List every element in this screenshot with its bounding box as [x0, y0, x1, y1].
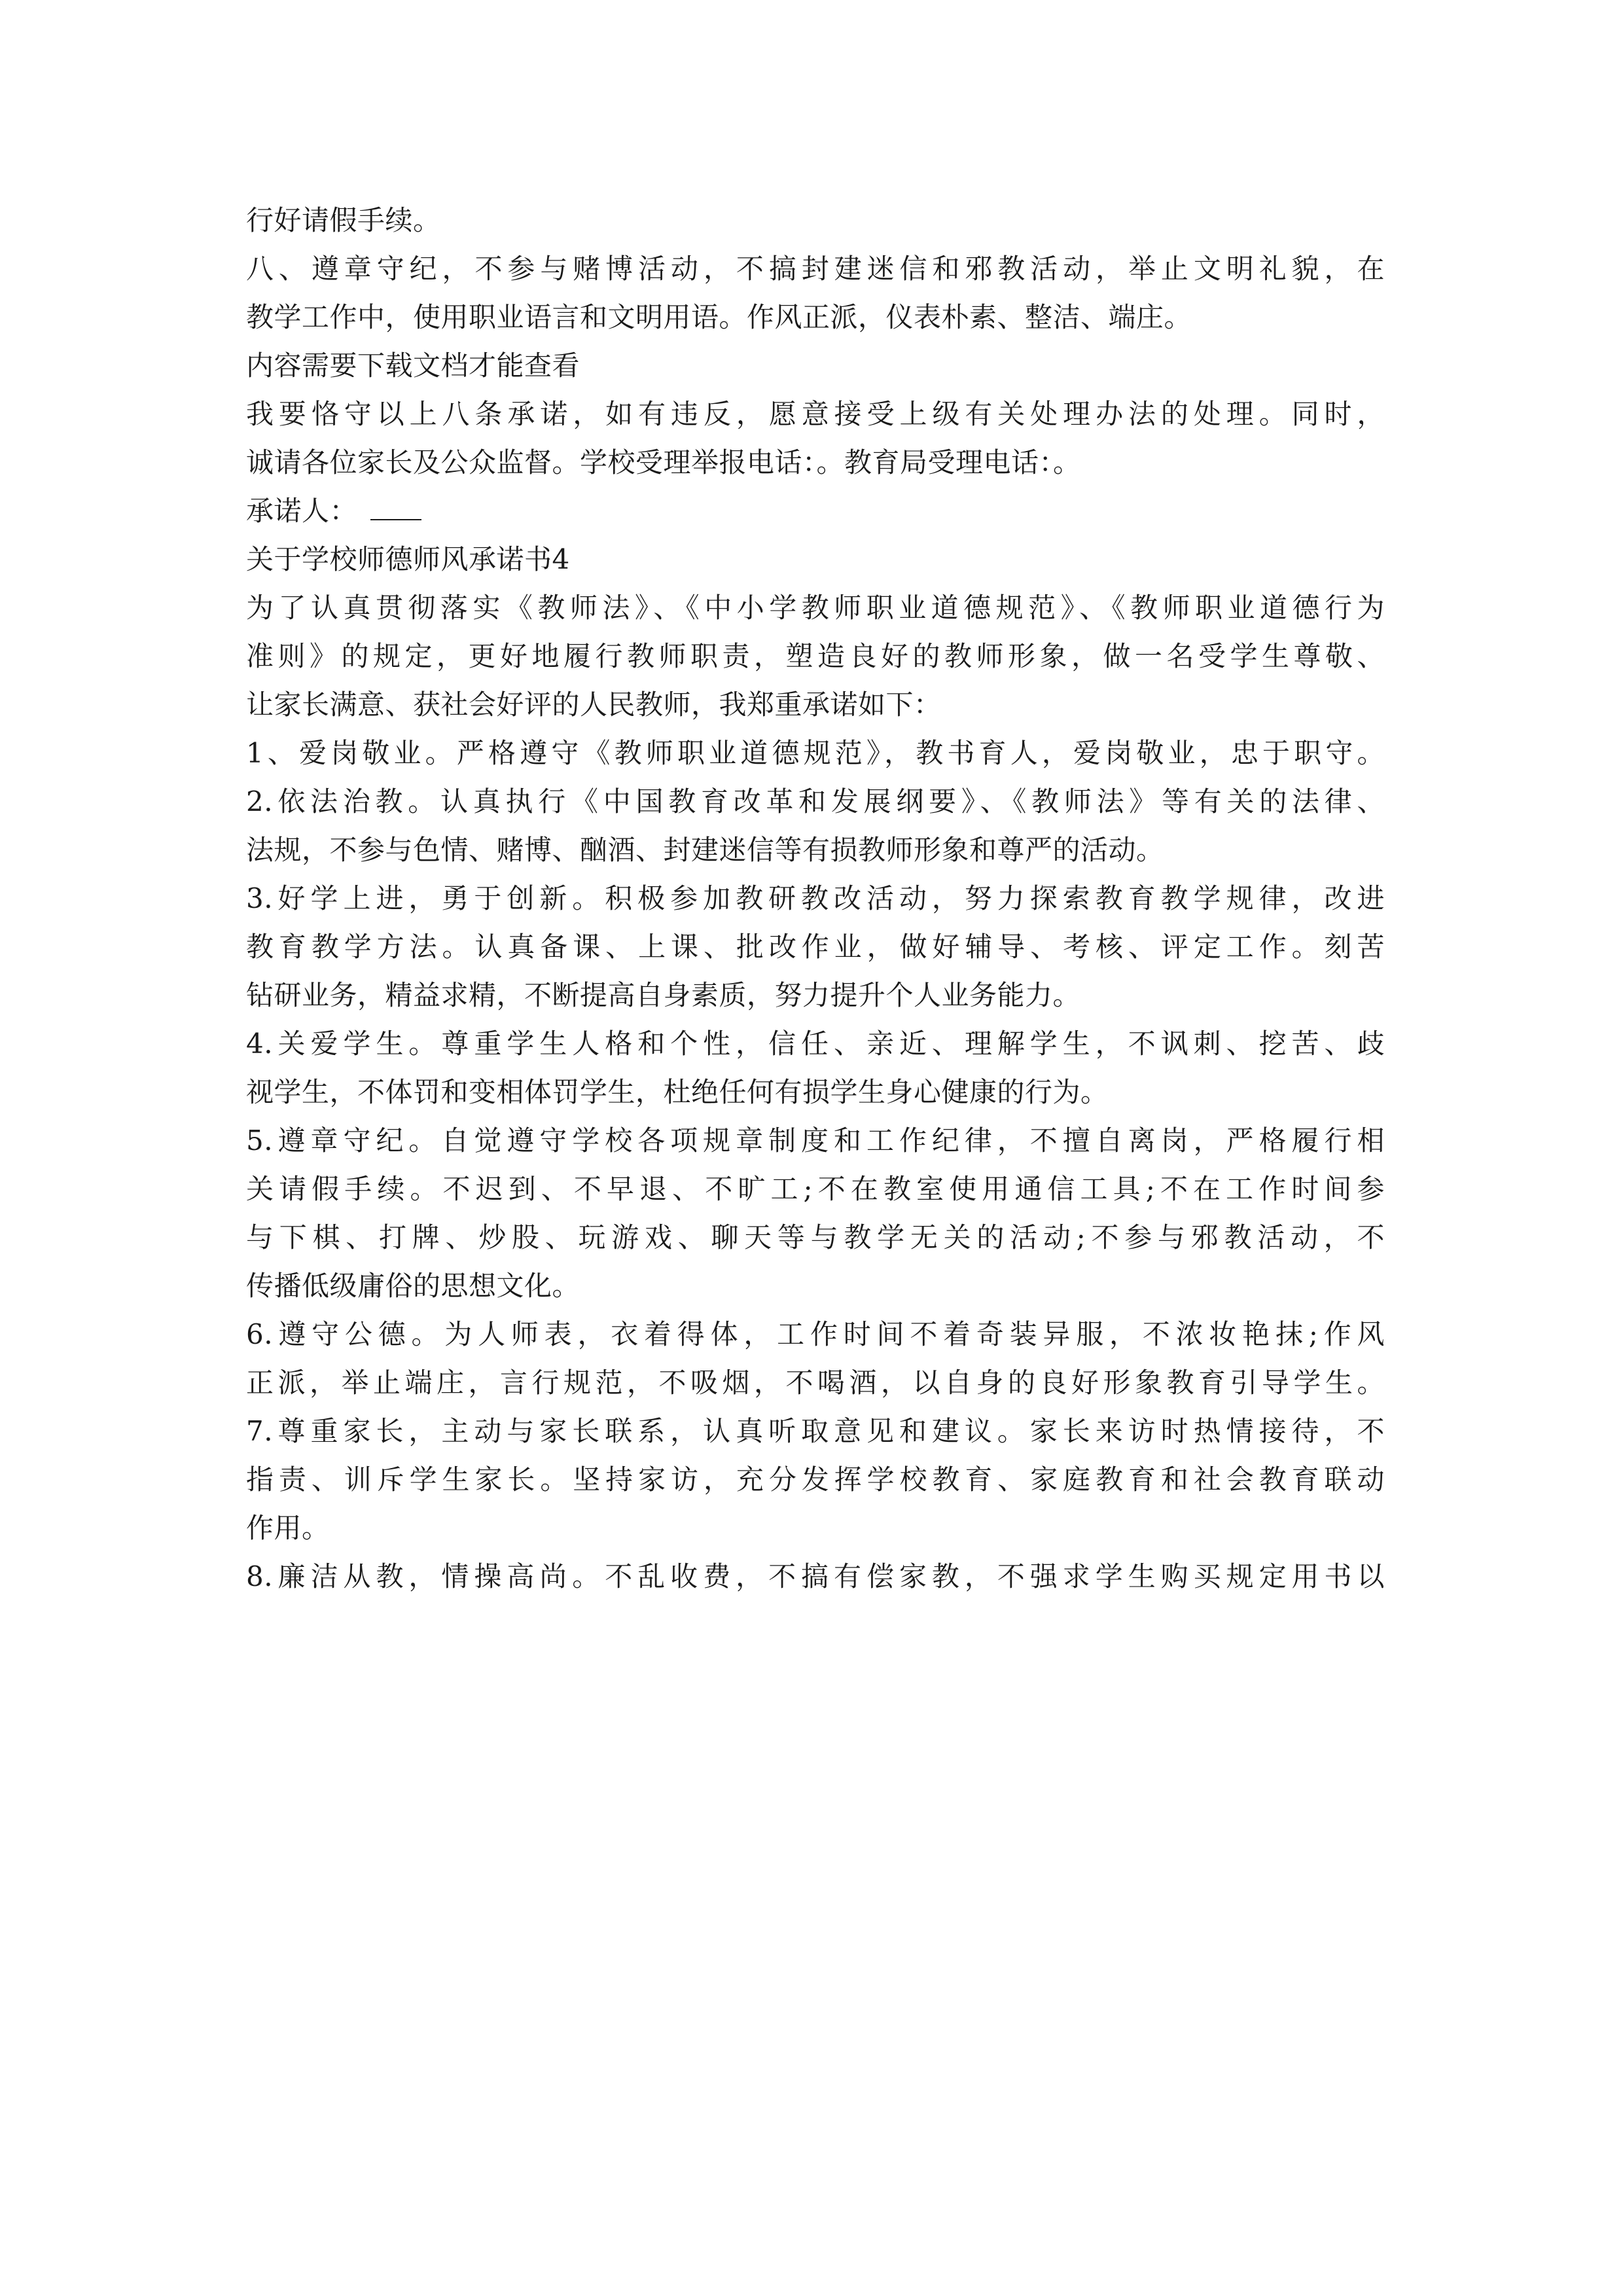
text-line: 为了认真贯彻落实《教师法》、《中小学教师职业道德规范》、《教师职业道德行为 — [246, 592, 1385, 624]
signature-blank — [370, 499, 421, 520]
text-line: 作用。 — [246, 1512, 330, 1544]
text-line: 准则》的规定，更好地履行教师职责，塑造良好的教师形象，做一名受学生尊敬、 — [246, 640, 1385, 672]
text-line: 八、遵章守纪，不参与赌博活动，不搞封建迷信和邪教活动，举止文明礼貌，在 — [246, 253, 1385, 285]
text-line: 与下棋、打牌、炒股、玩游戏、聊天等与教学无关的活动;不参与邪教活动，不 — [246, 1221, 1385, 1253]
text-line: 传播低级庸俗的思想文化。 — [246, 1270, 580, 1302]
text-line: 让家长满意、获社会好评的人民教师，我郑重承诺如下： — [246, 689, 942, 721]
text-line: 关请假手续。不迟到、不早退、不旷工;不在教室使用通信工具;不在工作时间参 — [246, 1173, 1385, 1205]
text-line: 5.遵章守纪。自觉遵守学校各项规章制度和工作纪律，不擅自离岗，严格履行相 — [246, 1124, 1385, 1157]
text-line: 6.遵守公德。为人师表，衣着得体，工作时间不着奇装异服，不浓妆艳抹;作风 — [246, 1318, 1385, 1350]
text-line: 3.好学上进，勇于创新。积极参加教研教改活动，努力探索教育教学规律，改进 — [246, 882, 1385, 914]
text-line: 7.尊重家长，主动与家长联系，认真听取意见和建议。家长来访时热情接待，不 — [246, 1415, 1385, 1447]
text-line: 指责、训斥学生家长。坚持家访，充分发挥学校教育、家庭教育和社会教育联动 — [246, 1463, 1385, 1496]
text-line: 内容需要下载文档才能查看 — [246, 350, 580, 382]
text-line: 教学工作中，使用职业语言和文明用语。作风正派，仪表朴素、整洁、端庄。 — [246, 301, 1192, 333]
text-line: 教育教学方法。认真备课、上课、批改作业，做好辅导、考核、评定工作。刻苦 — [246, 931, 1385, 963]
text-line: 我要恪守以上八条承诺，如有违反，愿意接受上级有关处理办法的处理。同时， — [246, 398, 1385, 430]
section-heading: 关于学校师德师风承诺书4 — [246, 543, 570, 575]
text-line: 1、爱岗敬业。严格遵守《教师职业道德规范》，教书育人，爱岗敬业，忠于职守。 — [246, 737, 1385, 769]
text-line: 8.廉洁从教，情操高尚。不乱收费，不搞有偿家教，不强求学生购买规定用书以 — [246, 1560, 1385, 1592]
document-body — [246, 196, 1385, 1601]
text-line: 2.依法治教。认真执行《中国教育改革和发展纲要》、《教师法》等有关的法律、 — [246, 785, 1385, 817]
text-line: 诚请各位家长及公众监督。学校受理举报电话：。教育局受理电话：。 — [246, 446, 1081, 478]
text-line: 钻研业务，精益求精，不断提高自身素质，努力提升个人业务能力。 — [246, 979, 1081, 1011]
text-line: 视学生，不体罚和变相体罚学生，杜绝任何有损学生身心健康的行为。 — [246, 1076, 1109, 1108]
text-line: 正派，举止端庄，言行规范，不吸烟，不喝酒，以自身的良好形象教育引导学生。 — [246, 1367, 1385, 1399]
signature-label: 承诺人： — [246, 495, 358, 527]
text-line: 法规，不参与色情、赌博、酗酒、封建迷信等有损教师形象和尊严的活动。 — [246, 834, 1164, 866]
text-line: 4.关爱学生。尊重学生人格和个性，信任、亲近、理解学生，不讽刺、挖苦、歧 — [246, 1028, 1385, 1060]
text-line: 行好请假手续。 — [246, 204, 441, 236]
signature-line — [246, 487, 1385, 535]
